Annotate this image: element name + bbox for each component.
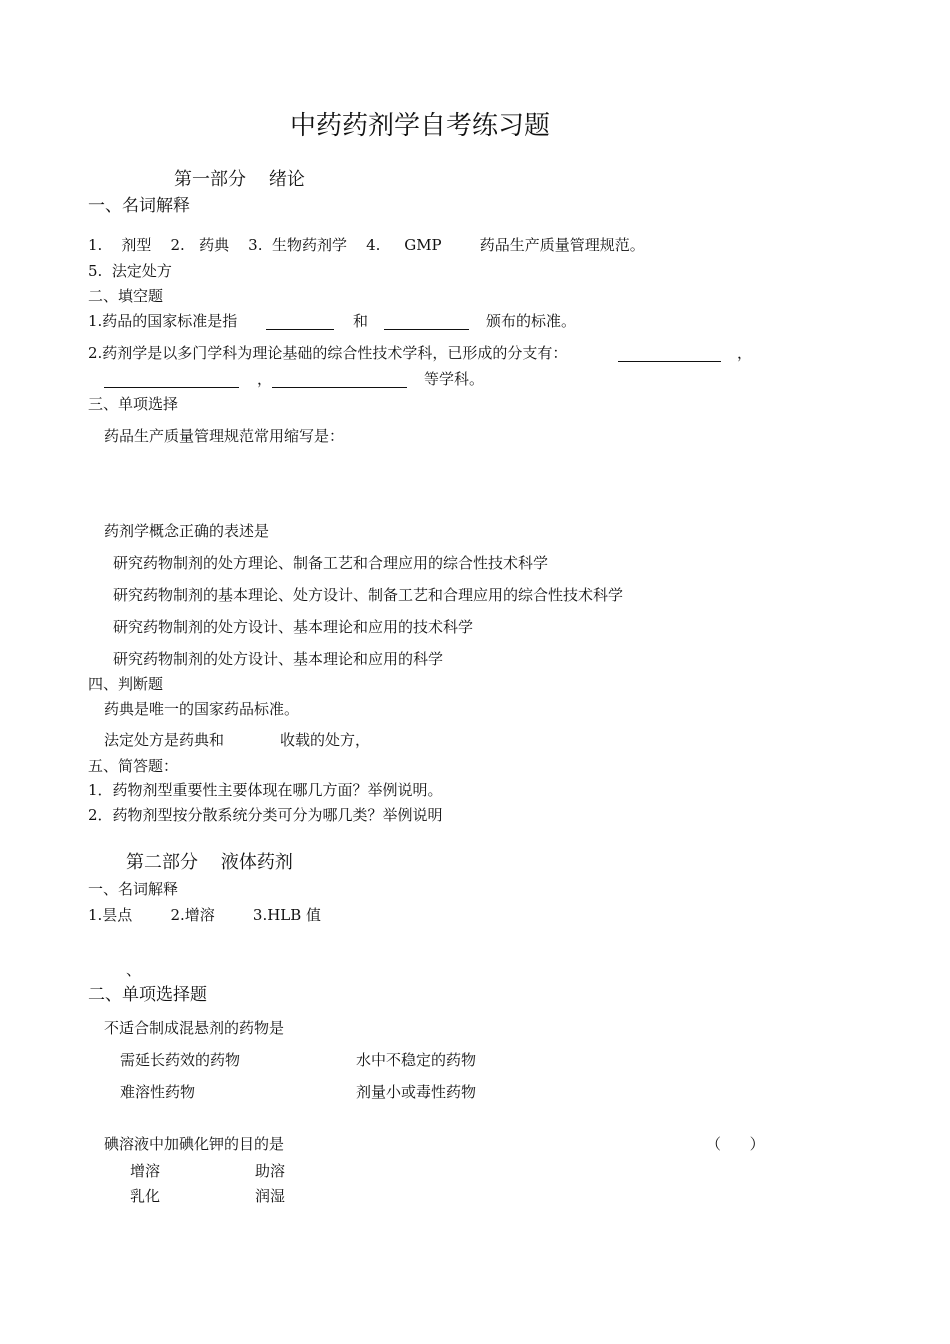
p2-choice-q1-option: 剂量小或毒性药物 [356, 1083, 477, 1101]
part2-s1-line1: 1.昙点 2.增溶 3.HLB 值 [88, 906, 322, 924]
part2-s1-heading: 一、名词解释 [88, 880, 179, 898]
choice-q2-option: 研究药物制剂的处方设计、基本理论和应用的技术科学 [113, 618, 474, 636]
fill-q2-blank-3 [272, 387, 407, 388]
p2-choice-q2: 碘溶液中加碘化钾的目的是 [104, 1135, 285, 1153]
fill-q2-end: 等学科。 [424, 370, 485, 388]
choice-q2-option: 研究药物制剂的基本理论、处方设计、制备工艺和合理应用的综合性技术科学 [113, 586, 624, 604]
fill-q2-blank-1 [618, 361, 721, 362]
choice-q2-option: 研究药物制剂的处方设计、基本理论和应用的科学 [113, 650, 444, 668]
fill-q2-comma-1: ， [737, 344, 753, 362]
short-q2: 2．药物剂型按分散系统分类可分为哪几类？举例说明 [88, 806, 443, 824]
fill-q2-blank-2 [104, 387, 239, 388]
part1-s1-heading: 一、名词解释 [88, 196, 190, 216]
part1-heading: 第一部分 绪论 [174, 169, 305, 190]
part1-s4-heading: 四、判断题 [88, 675, 164, 693]
fill-q1-end: 颁布的标准。 [486, 312, 577, 330]
choice-q2-option: 研究药物制剂的处方理论、制备工艺和合理应用的综合性技术科学 [113, 554, 549, 572]
p2-choice-q2-option: 润湿 [255, 1187, 286, 1205]
p2-choice-q1-option: 水中不稳定的药物 [356, 1051, 477, 1069]
judge-q2-b: 收载的处方， [280, 731, 371, 749]
part1-s1-line2: 5. 法定处方 [88, 262, 172, 280]
fill-q1-text: 1.药品的国家标准是指 [88, 312, 238, 330]
fill-q1-blank-2 [384, 329, 469, 330]
judge-q2-a: 法定处方是药典和 [104, 731, 225, 749]
p2-choice-q1-option: 难溶性药物 [120, 1083, 196, 1101]
part1-s2-heading: 二、填空题 [88, 287, 164, 305]
part2-s2-heading: 二、单项选择题 [88, 985, 207, 1005]
answer-bracket: （ ） [706, 1135, 765, 1153]
part1-s1-line1: 1. 剂型 2. 药典 3. 生物药剂学 4. GMP 药品生产质量管理规范。 [88, 236, 645, 254]
page-title: 中药药剂学自考练习题 [290, 111, 551, 141]
p2-choice-q1: 不适合制成混悬剂的药物是 [104, 1019, 285, 1037]
choice-q2: 药剂学概念正确的表述是 [104, 522, 270, 540]
fill-q1-blank-1 [266, 329, 334, 330]
part2-s1-mark: 、 [126, 961, 142, 979]
p2-choice-q1-option: 需延长药效的药物 [120, 1051, 241, 1069]
part2-heading: 第二部分 液体药剂 [126, 852, 293, 873]
part1-s5-heading: 五、简答题： [88, 757, 179, 775]
part1-s3-heading: 三、单项选择 [88, 395, 179, 413]
p2-choice-q2-option: 乳化 [130, 1187, 161, 1205]
p2-choice-q2-option: 助溶 [255, 1162, 286, 1180]
fill-q1-and: 和 [353, 312, 369, 330]
fill-q2-text: 2.药剂学是以多门学科为理论基础的综合性技术学科，已形成的分支有： [88, 344, 568, 362]
short-q1: 1．药物剂型重要性主要体现在哪几方面？举例说明。 [88, 781, 443, 799]
p2-choice-q2-option: 增溶 [130, 1162, 161, 1180]
choice-q1: 药品生产质量管理规范常用缩写是： [104, 427, 345, 445]
judge-q1: 药典是唯一的国家药品标准。 [104, 700, 300, 718]
fill-q2-comma-2: ， [257, 370, 273, 388]
